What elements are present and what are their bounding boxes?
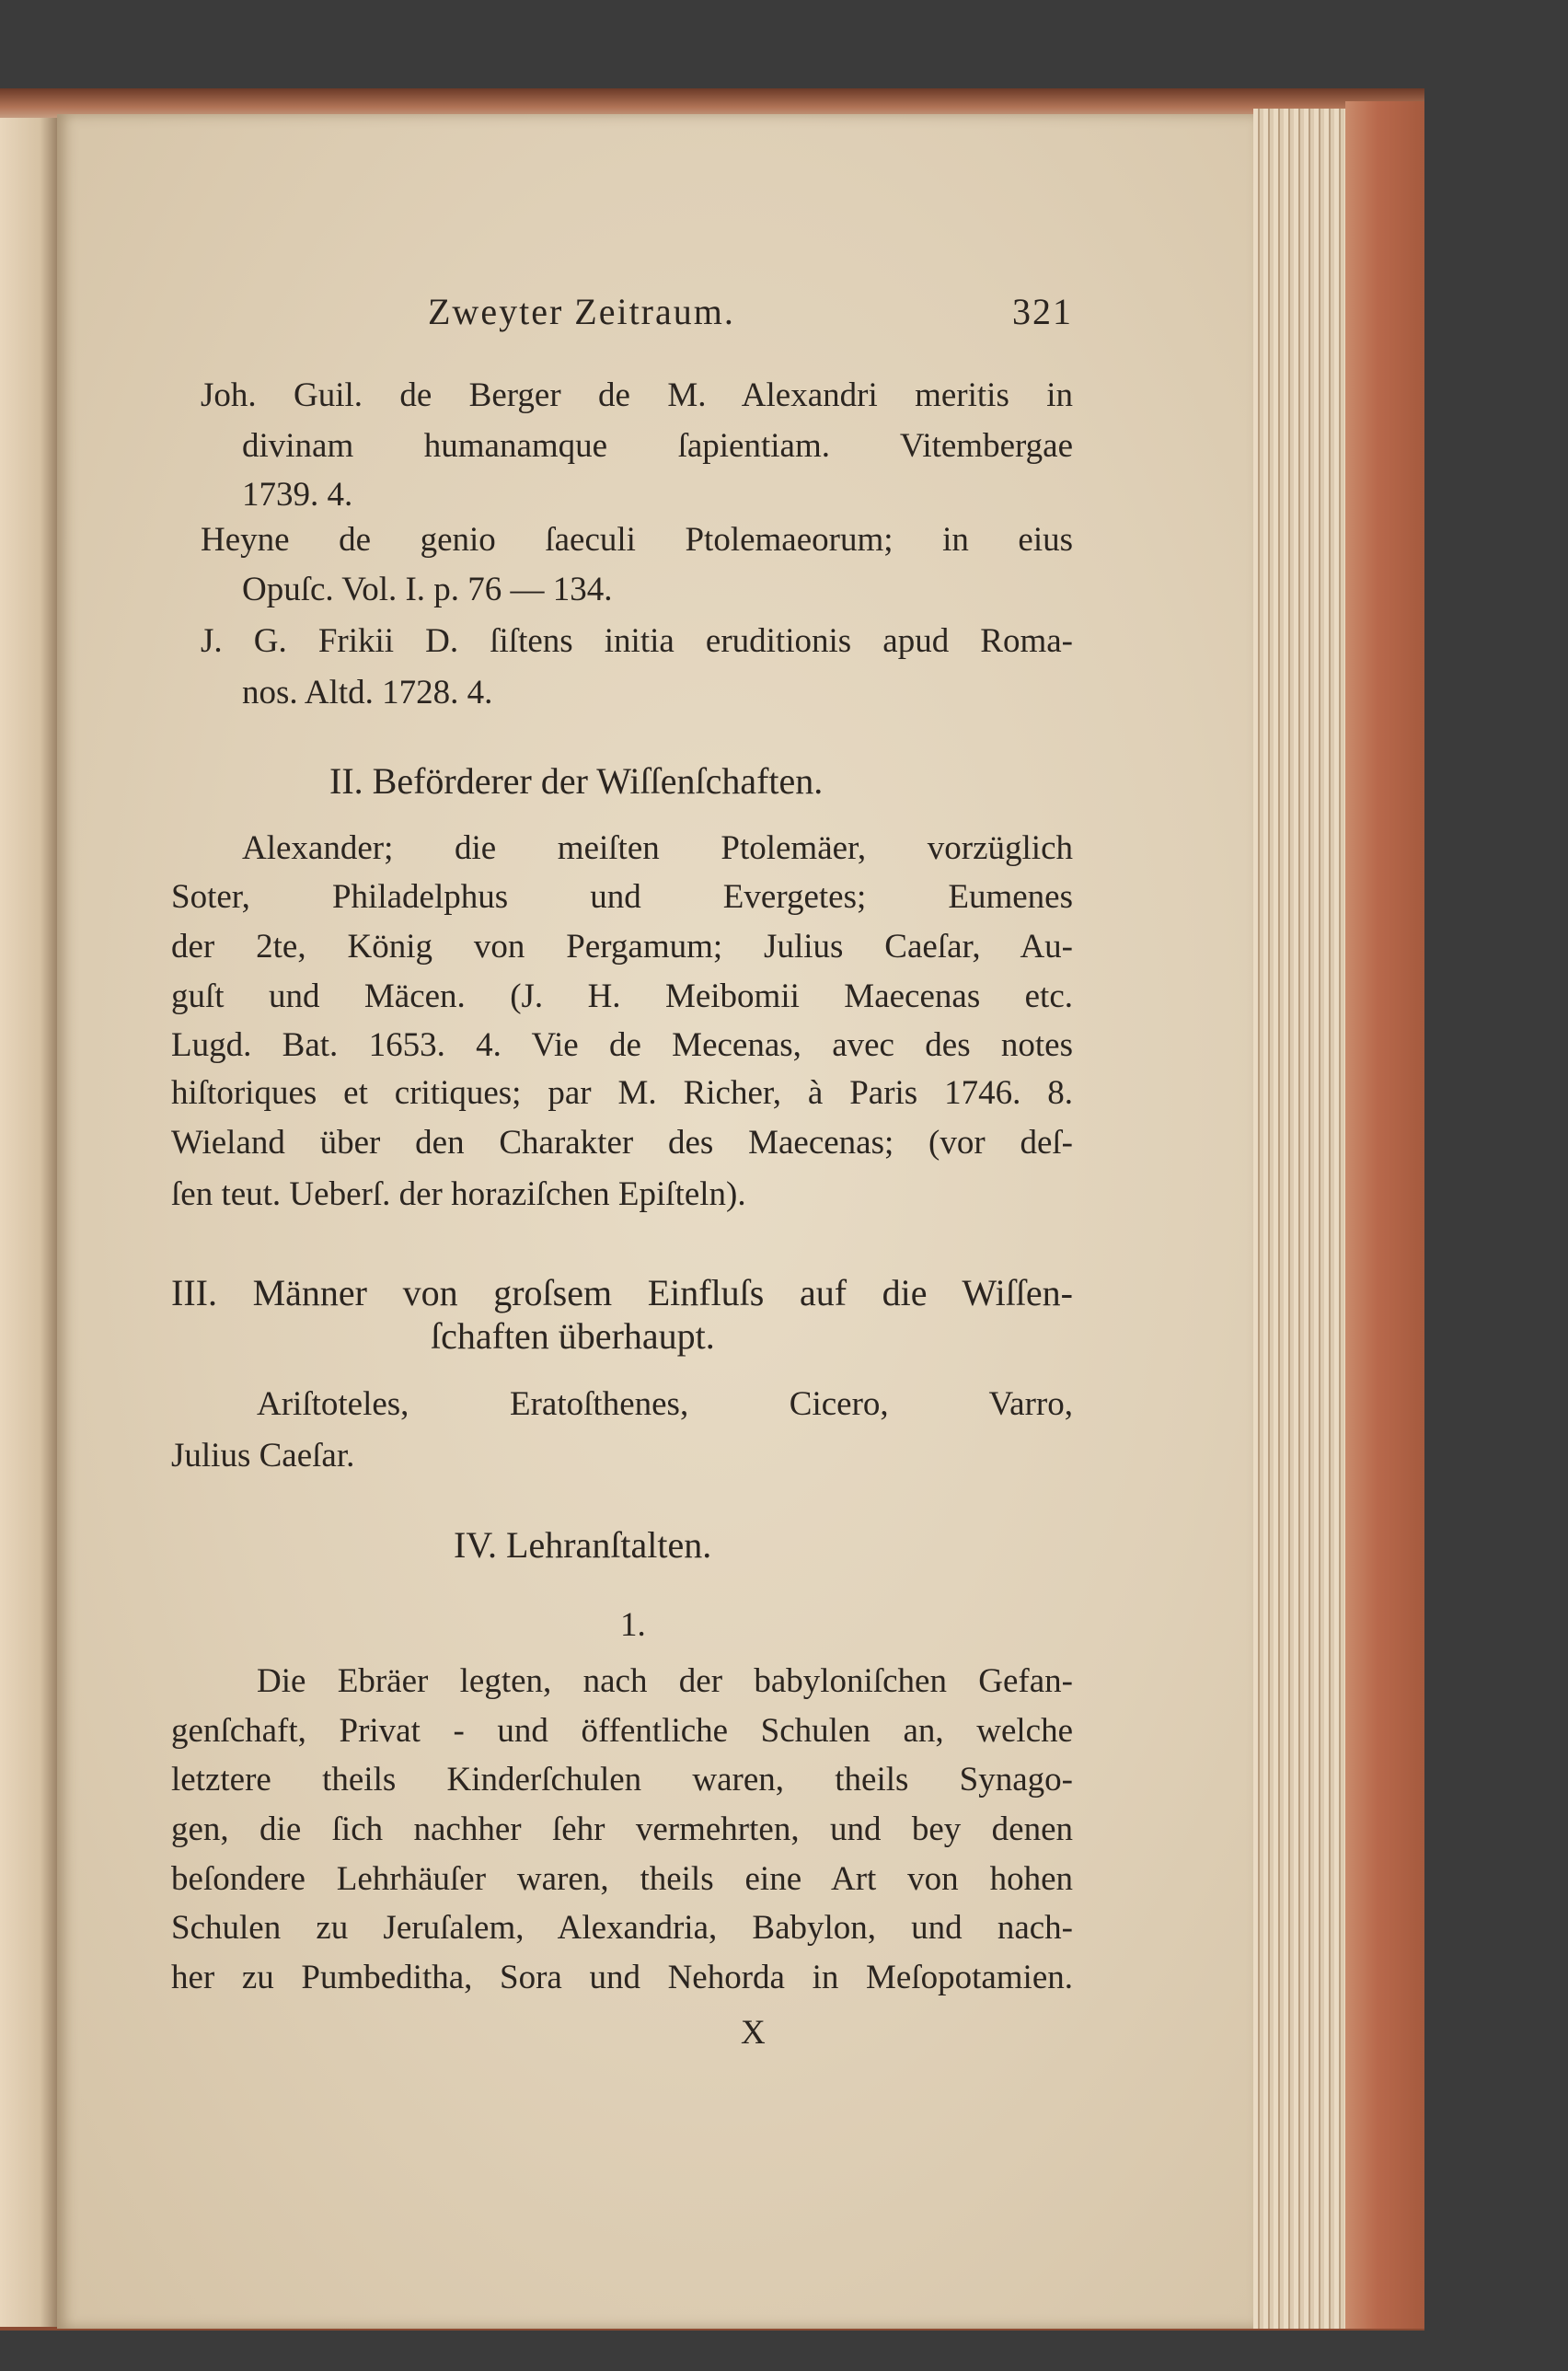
section-heading-2: II. Beförderer der Wiſſenſchaften. [329,760,824,802]
section-heading-3-cont: ſchaften überhaupt. [431,1315,715,1357]
text-line: Ariſtoteles, Eratoſthenes, Cicero, Varro, [257,1385,1073,1423]
text-line: der 2te, König von Pergamum; Julius Caeſar, Au- [171,928,1073,966]
text-line: divinam humanamque ſapientiam. Vitembergae [242,427,1073,465]
subsection-number: 1. [620,1606,646,1644]
book-cover-edge [1345,101,1424,2329]
text-line: Heyne de genio ſaeculi Ptolemaeorum; in eius [201,521,1073,559]
text-line: Julius Caeſar. [171,1437,355,1475]
text-line: 1739. 4. [242,476,353,514]
text-line: beſondere Lehrhäuſer waren, theils eine Art von hohen [171,1860,1073,1898]
text-line: guſt und Mäcen. (J. H. Meibomii Maecenas etc. [171,977,1073,1015]
signature-mark: X [741,2014,766,2052]
text-line: genſchaft, Privat - und öffentliche Schulen an, welche [171,1712,1073,1750]
text-line: nos. Altd. 1728. 4. [242,674,493,711]
text-line: her zu Pumbeditha, Sora und Nehorda in Meſopotamien. [171,1959,1073,1996]
text-line: hiſtoriques et critiques; par M. Richer, à Paris 1746. 8. [171,1074,1073,1112]
text-line: Joh. Guil. de Berger de M. Alexandri meritis in [201,376,1073,414]
text-line: Schulen zu Jeruſalem, Alexandria, Babylon, und nach- [171,1909,1073,1947]
section-heading-3: III. Männer von groſsem Einfluſs auf die Wiſſen- [171,1272,1073,1313]
text-line: Opuſc. Vol. I. p. 76 — 134. [242,571,613,608]
text-line: Alexander; die meiſten Ptolemäer, vorzüglich [242,829,1073,867]
left-page-gutter [0,118,57,2327]
page-stack-edge [1253,109,1345,2329]
text-line: letztere theils Kinderſchulen waren, theils Synago- [171,1761,1073,1798]
text-line: Soter, Philadelphus und Evergetes; Eumenes [171,878,1073,916]
text-line: J. G. Frikii D. ſiſtens initia eruditionis apud Roma- [201,622,1073,660]
text-line: Die Ebräer legten, nach der babyloniſchen Gefan- [257,1662,1073,1700]
section-heading-4: IV. Lehranſtalten. [454,1524,712,1566]
page-number: 321 [1012,291,1073,332]
text-line: gen, die ſich nachher ſehr vermehrten, und bey denen [171,1810,1073,1848]
text-line: ſen teut. Ueberſ. der horaziſchen Epiſteln). [171,1175,746,1213]
text-line: Lugd. Bat. 1653. 4. Vie de Mecenas, avec des notes [171,1026,1073,1064]
running-head-title: Zweyter Zeitraum. [428,291,735,332]
text-line: Wieland über den Charakter des Maecenas; (vor deſ- [171,1124,1073,1162]
